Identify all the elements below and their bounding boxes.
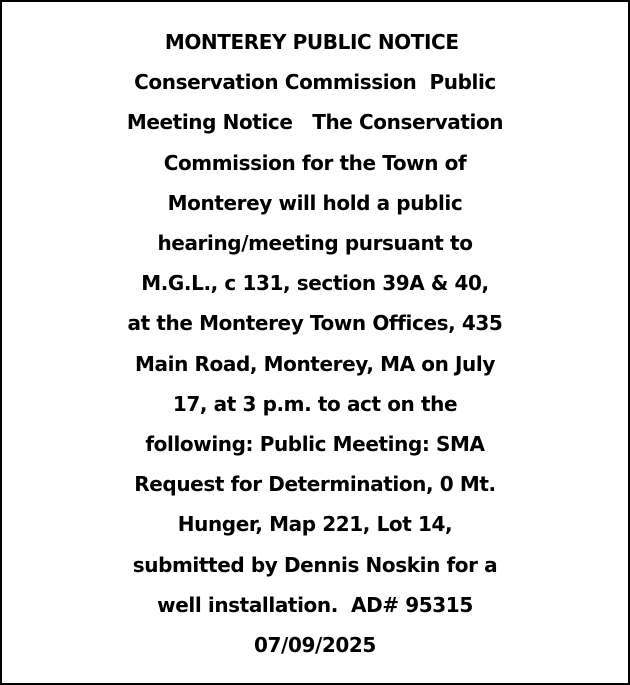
notice-line: following: Public Meeting: SMA xyxy=(145,432,485,457)
notice-line: Commission for the Town of xyxy=(163,150,467,175)
notice-line: Hunger, Map 221, Lot 14, xyxy=(177,512,453,537)
notice-line: Request for Determination, 0 Mt. xyxy=(134,472,496,497)
notice-line: Monterey will hold a public xyxy=(167,190,463,215)
notice-line: submitted by Dennis Noskin for a xyxy=(132,552,498,577)
notice-line: well installation. AD# 95315 xyxy=(157,592,473,617)
notice-date: 07/09/2025 xyxy=(254,633,376,658)
notice-line: Main Road, Monterey, MA on July xyxy=(135,351,495,376)
notice-line: M.G.L., c 131, section 39A & 40, xyxy=(141,271,489,296)
notice-line: at the Monterey Town Offices, 435 xyxy=(127,311,503,336)
notice-heading: MONTEREY PUBLIC NOTICE xyxy=(164,30,466,54)
notice-line: Conservation Commission Public xyxy=(134,70,496,95)
notice-line: Meeting Notice The Conservation xyxy=(126,110,504,135)
notice-line: hearing/meeting pursuant to xyxy=(157,231,473,256)
notice-line: 17, at 3 p.m. to act on the xyxy=(172,391,458,416)
